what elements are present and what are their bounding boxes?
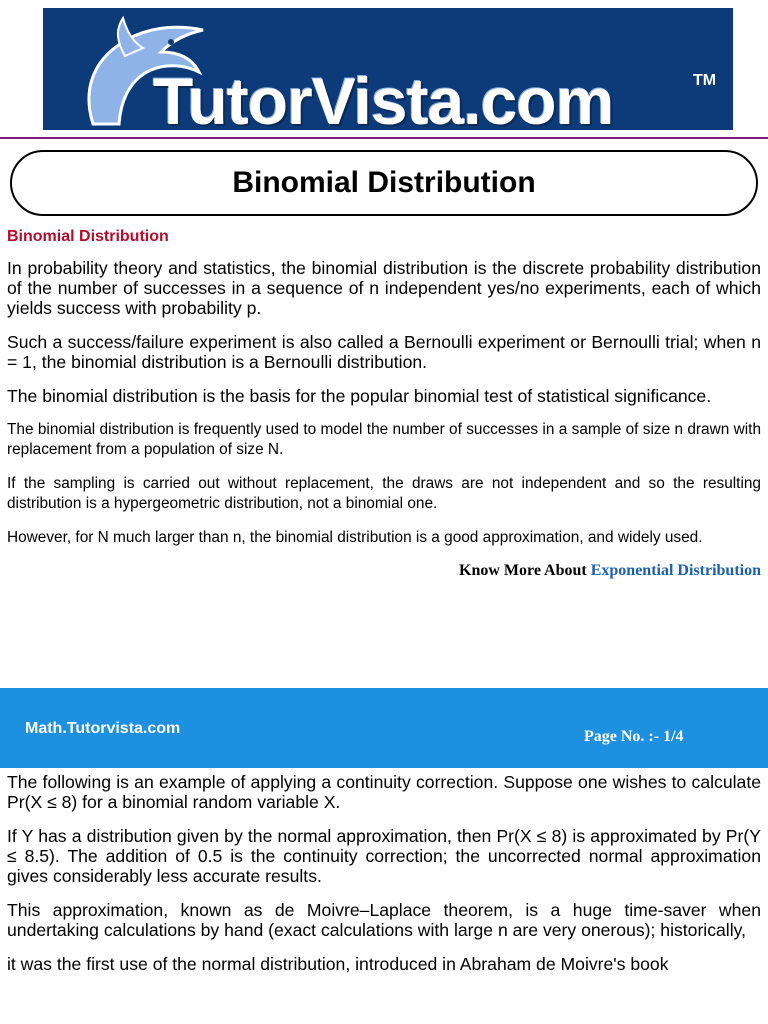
know-more-line <box>7 562 761 580</box>
trademark-mark: TM <box>693 72 717 89</box>
paragraph-continuity-example: The following is an example of applying a continuity correction. Suppose one wishes to calculate Pr(X ≤ 8) for a binomial random variable X. <box>7 772 761 812</box>
page-footer <box>0 688 768 768</box>
section-heading: Binomial Distribution <box>7 228 169 245</box>
paragraph-history: it was the first use of the normal distribution, introduced in Abraham de Moivre's book <box>7 954 669 974</box>
title-box <box>10 150 758 216</box>
main-content <box>7 228 761 580</box>
paragraph-bernoulli: Such a success/failure experiment is also called a Bernoulli experiment or Bernoulli trial; when n = 1, the binomial distribution is a Bernoulli distribution. <box>7 332 761 372</box>
paragraph-approximation: However, for N much larger than n, the binomial distribution is a good approximation, and widely used. <box>7 529 703 546</box>
exponential-distribution-link[interactable]: Exponential Distribution <box>590 562 761 579</box>
paragraph-successes-sample: The binomial distribution is frequently used to model the number of successes in a sample of size n drawn with replacement from a population of size N. <box>7 421 761 458</box>
footer-site-name: Math.Tutorvista.com <box>25 720 181 737</box>
paragraph-de-moivre: This approximation, known as de Moivre–Laplace theorem, is a huge time-saver when undertaking calculations by hand (exact calculations with large n are very onerous); historically, <box>7 900 761 940</box>
continuation-content <box>7 772 761 988</box>
tutorvista-logo <box>43 8 733 130</box>
paragraph-binomial-test: The binomial distribution is the basis for the popular binomial test of statistical significance. <box>7 386 712 406</box>
page-title: Binomial Distribution <box>232 166 536 199</box>
paragraph-normal-approximation: If Y has a distribution given by the normal approximation, then Pr(X ≤ 8) is approximated by Pr(Y ≤ 8.5). The addition of 0.5 is the continuity correction; the uncorrected normal approximation gives considerably less accurate results. <box>7 826 761 886</box>
header-divider <box>0 137 768 139</box>
page-number: Page No. :- 1/4 <box>584 728 684 745</box>
paragraph-without-replacement: If the sampling is carried out without replacement, the draws are not independent and so the resulting distribution is a hypergeometric distribution, not a binomial one. <box>7 475 761 512</box>
paragraph-definition: In probability theory and statistics, the binomial distribution is the discrete probability distribution of the number of successes in a sequence of n independent yes/no experiments, each of which yields success with probability p. <box>7 258 761 318</box>
logo-text: TutorVista.com <box>153 64 614 130</box>
know-more-prefix: Know More About <box>459 562 591 579</box>
